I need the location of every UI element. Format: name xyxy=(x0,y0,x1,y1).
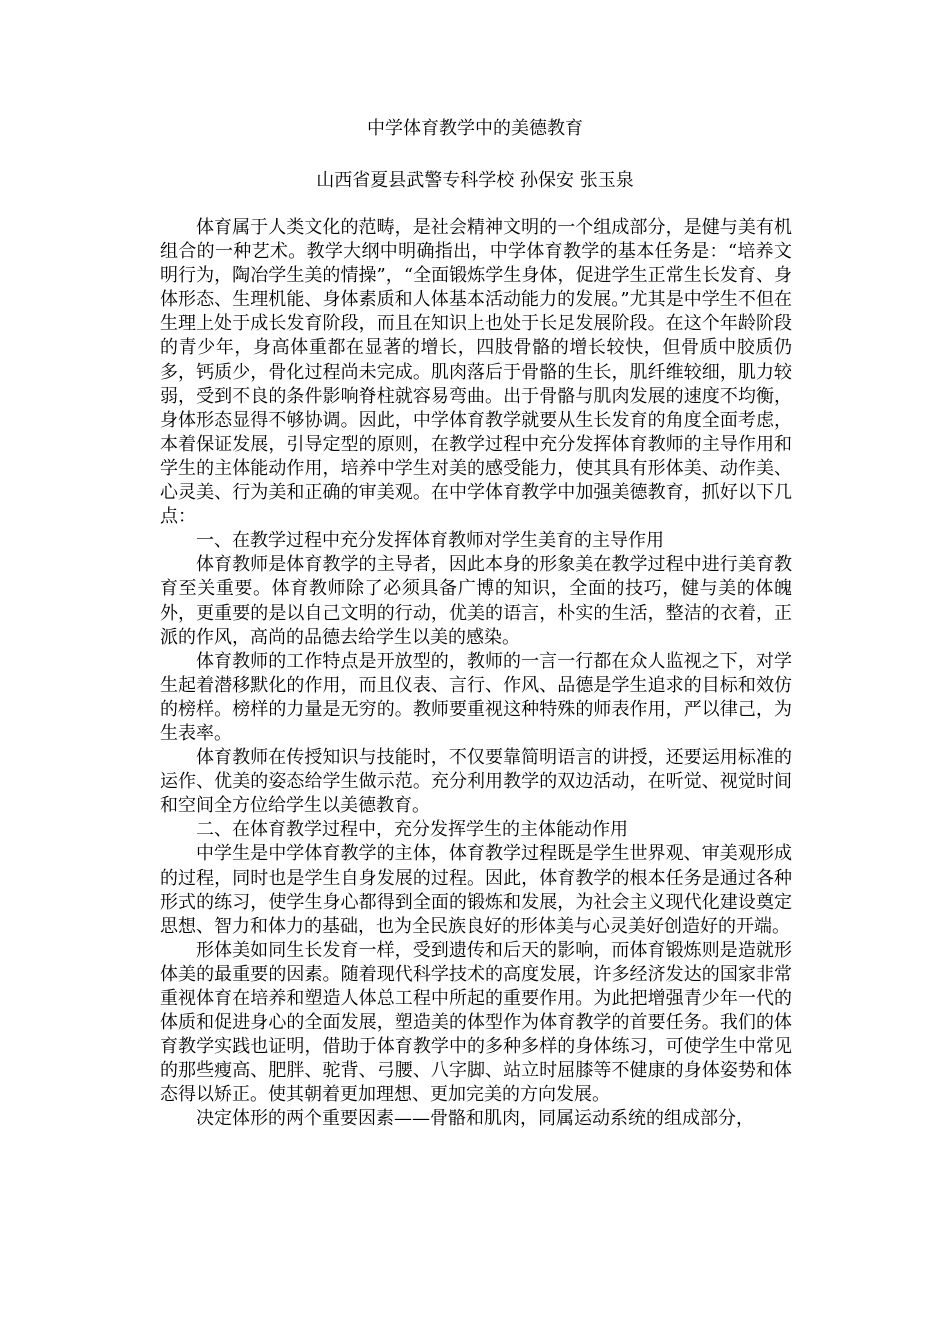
paragraph: 体育教师的工作特点是开放型的，教师的一言一行都在众人监视之下，对学生起着潜移默化的作用，而且仪表、言行、作风、品德是学生追求的目标和效仿的榜样。榜样的力量是无穷的。教师要重视这种特殊的师表作用，严以律己，为生表率。 xyxy=(160,650,792,744)
section-heading-2: 二、在体育教学过程中，充分发挥学生的主体能动作用 xyxy=(196,819,628,841)
section-heading-1: 一、在教学过程中充分发挥体育教师对学生美育的主导作用 xyxy=(196,530,664,552)
paragraph: 中学生是中学体育教学的主体，体育教学过程既是学生世界观、审美观形成的过程，同时也是学生自身发展的过程。因此，体育教学的根本任务是通过各种形式的练习，使学生身心都得到全面的锻炼和发展，为社会主义现代化建设奠定思想、智力和体力的基础，也为全民族良好的形体美与心灵美好创造好的开端。 xyxy=(160,843,792,937)
paragraph: 体育教师是体育教学的主导者，因此本身的形象美在教学过程中进行美育教育至关重要。体育教师除了必须具备广博的知识，全面的技巧，健与美的体魄外，更重要的是以自己文明的行动，优美的语言，朴实的生活，整洁的衣着，正派的作风，高尚的品德去给学生以美的感染。 xyxy=(160,554,792,648)
paragraph: 决定体形的两个重要因素——骨骼和肌肉，同属运动系统的组成部分， xyxy=(196,1108,754,1130)
document-body xyxy=(160,216,792,1132)
document-title: 中学体育教学中的美德教育 xyxy=(367,118,583,139)
paragraph: 形体美如同生长发育一样，受到遗传和后天的影响，而体育锻炼则是造就形体美的最重要的因素。随着现代科学技术的高度发展，许多经济发达的国家非常重视体育在培养和塑造人体总工程中所起的重要作用。为此把增强青少年一代的体质和促进身心的全面发展，塑造美的体型作为体育教学的首要任务。我们的体育教学实践也证明，借助于体育教学中的多种多样的身体练习，可使学生中常见的那些瘦高、肥胖、驼背、弓腰、八字脚、站立时屈膝等不健康的身体姿势和体态得以矫正。使其朝着更加理想、更加完美的方向发展。 xyxy=(160,939,792,1106)
paragraph: 体育教师在传授知识与技能时，不仅要靠简明语言的讲授，还要运用标准的运作、优美的姿态给学生做示范。充分利用教学的双边活动，在听觉、视觉时间和空间全方位给学生以美德教育。 xyxy=(160,747,792,817)
paragraph-intro: 体育属于人类文化的范畴，是社会精神文明的一个组成部分，是健与美有机组合的一种艺术。教学大纲中明确指出，中学体育教学的基本任务是：“培养文明行为，陶冶学生美的情操”，“全面锻炼学生身体，促进学生正常生长发育、身体形态、生理机能、身体素质和人体基本活动能力的发展。”尤其是中学生不但在生理上处于成长发育阶段，而且在知识上也处于长足发展阶段。在这个年龄阶段的青少年，身高体重都在显著的增长，四肢骨骼的增长较快，但骨质中胶质仍多，钙质少，骨化过程尚未完成。肌肉落后于骨骼的生长，肌纤维较细，肌力较弱，受到不良的条件影响脊柱就容易弯曲。出于骨骼与肌肉发展的速度不均衡，身体形态显得不够协调。因此，中学体育教学就要从生长发育的角度全面考虑，本着保证发展，引导定型的原则，在教学过程中充分发挥体育教师的主导作用和学生的主体能动作用，培养中学生对美的感受能力，使其具有形体美、动作美、心灵美、行为美和正确的审美观。在中学体育教学中加强美德教育，抓好以下几点： xyxy=(160,217,792,528)
document-authors: 山西省夏县武警专科学校 孙保安 张玉泉 xyxy=(316,170,634,191)
